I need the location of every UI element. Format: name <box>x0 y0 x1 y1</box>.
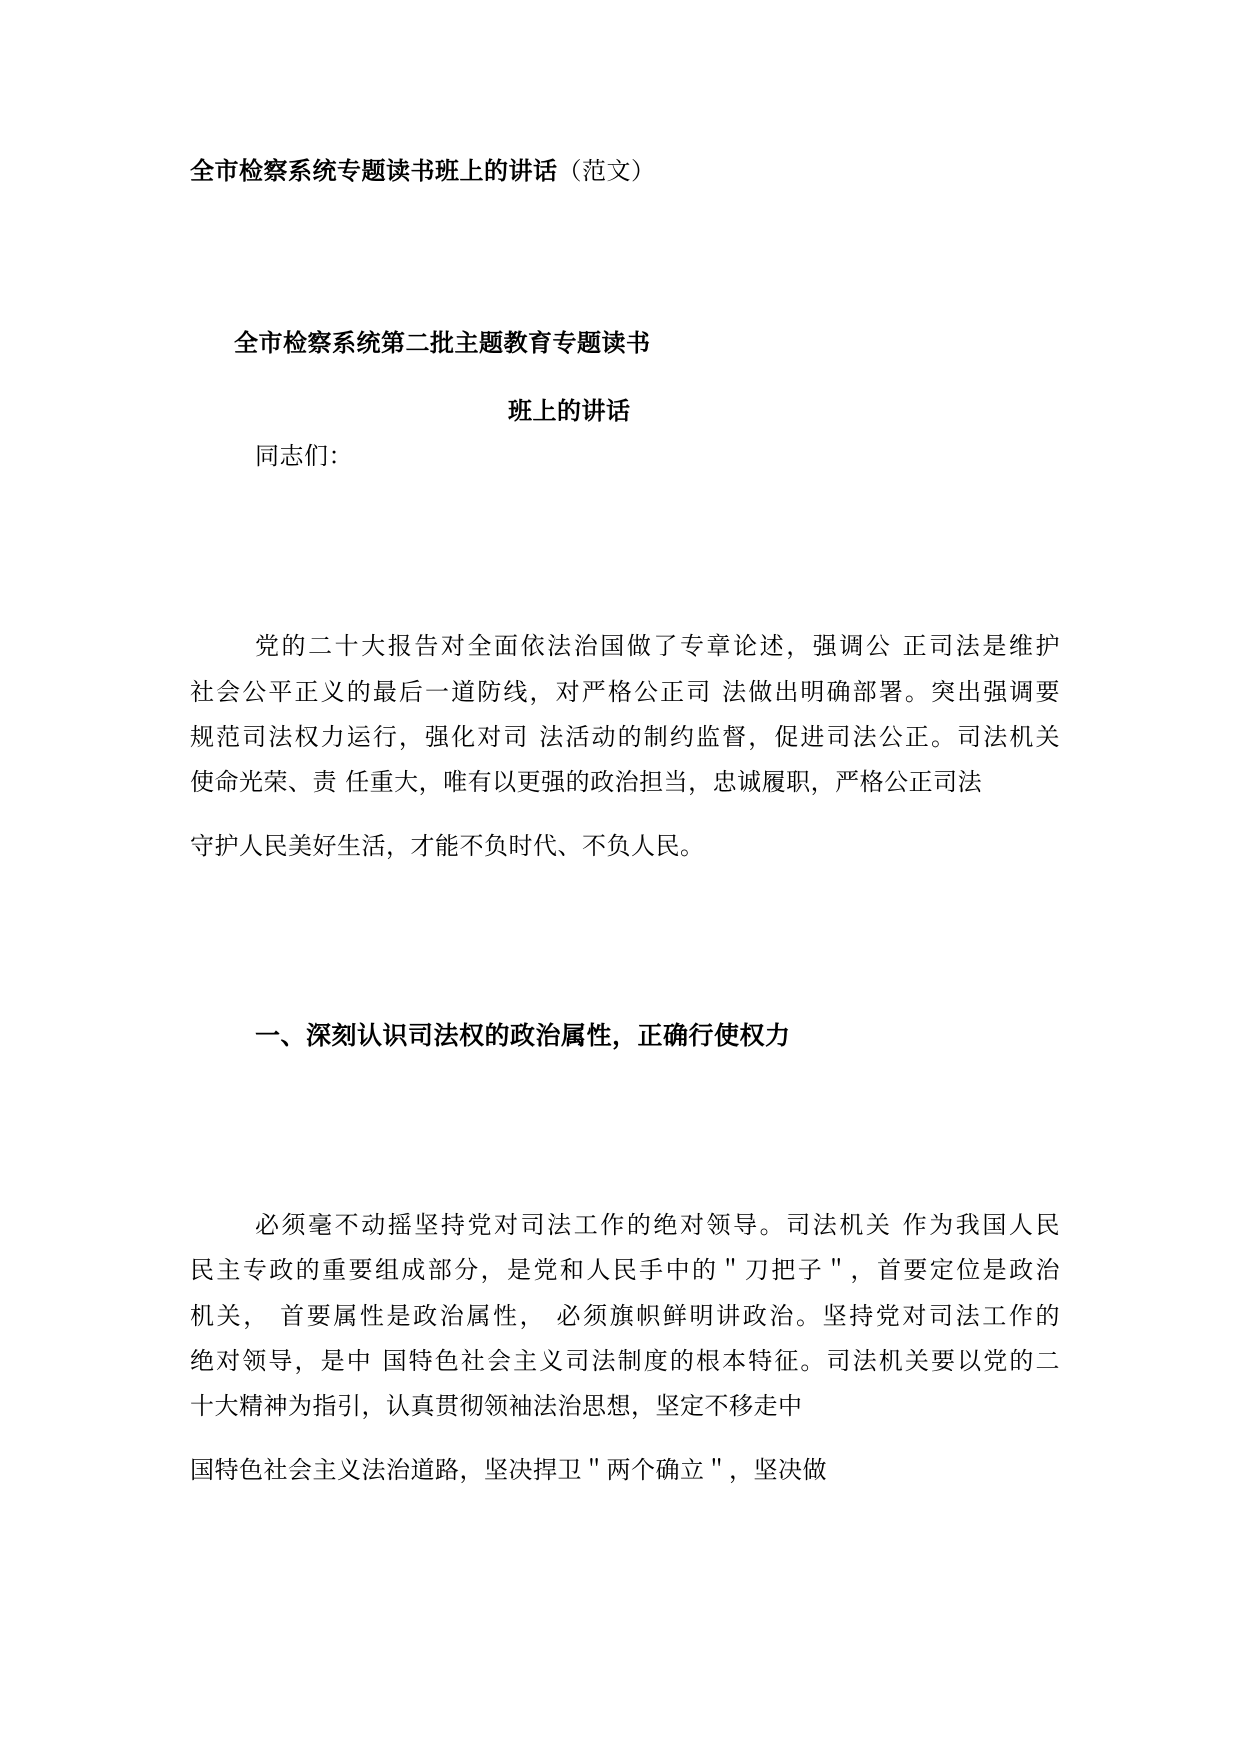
paragraph-1-line-4: 使命光荣、责 任重大，唯有以更强的政治担当，忠诚履职，严格公正司法 <box>190 768 983 796</box>
speech-heading-line-1: 全市检察系统第二批主题教育专题读书 <box>234 329 651 357</box>
paragraph-1-line-3: 规范司法权力运行，强化对司 法活动的制约监督，促进司法公正。司法机关 <box>190 723 1060 751</box>
paragraph-1-line-2: 社会公平正义的最后一道防线，对严格公正司 法做出明确部署。突出强调要 <box>190 678 1060 706</box>
paragraph-2-line-6: 国特色社会主义法治道路，坚决捍卫＂两个确立＂，坚决做 <box>190 1456 827 1484</box>
speech-heading-line-2: 班上的讲话 <box>508 397 631 425</box>
paragraph-2-line-3: 机关， 首要属性是政治属性， 必须旗帜鲜明讲政治。坚持党对司法工作的 <box>190 1302 1060 1330</box>
paragraph-2-line-4: 绝对领导，是中 国特色社会主义司法制度的根本特征。司法机关要以党的二 <box>190 1347 1060 1375</box>
salutation: 同志们： <box>255 442 353 470</box>
document-title-note: （范文） <box>557 157 656 185</box>
paragraph-2-line-2: 民主专政的重要组成部分，是党和人民手中的＂刀把子＂，首要定位是政治 <box>190 1256 1060 1284</box>
document-title <box>190 156 1060 186</box>
paragraph-2-line-1: 必须毫不动摇坚持党对司法工作的绝对领导。司法机关 作为我国人民 <box>255 1211 1060 1239</box>
paragraph-1-line-1: 党的二十大报告对全面依法治国做了专章论述，强调公 正司法是维护 <box>255 632 1060 660</box>
paragraph-2-line-5: 十大精神为指引，认真贯彻领袖法治思想，坚定不移走中 <box>190 1392 803 1420</box>
section-1-heading: 一、深刻认识司法权的政治属性，正确行使权力 <box>255 1021 791 1050</box>
paragraph-1-line-5: 守护人民美好生活，才能不负时代、不负人民。 <box>190 832 705 860</box>
document-title-main: 全市检察系统专题读书班上的讲话 <box>190 157 558 185</box>
